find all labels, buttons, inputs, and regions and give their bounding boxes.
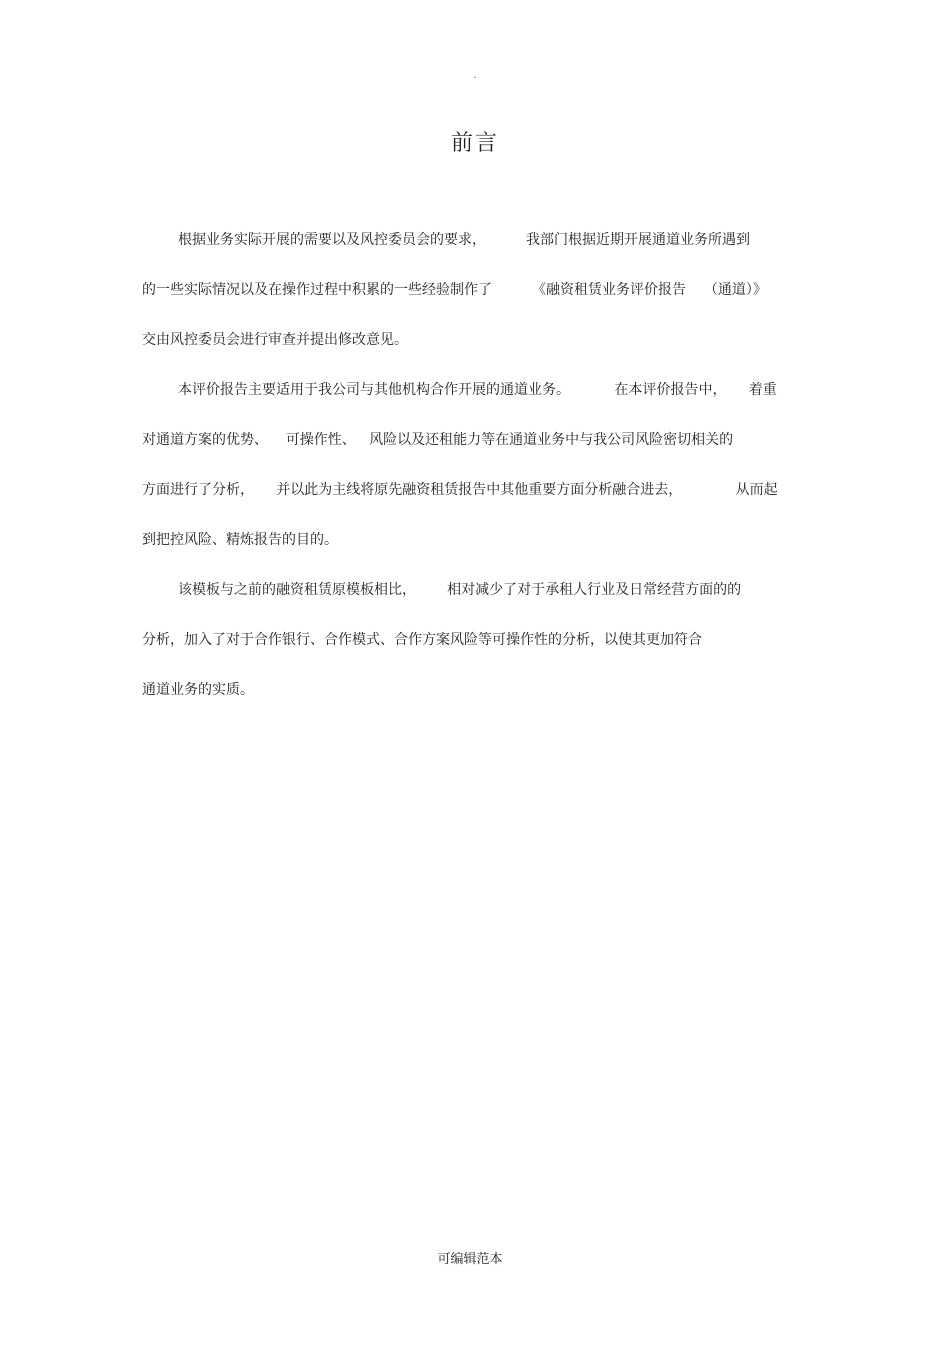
paragraph-3-line-2: 分析，加入了对于合作银行、合作模式、合作方案风险等可操作性的分析，以使其更加符合 — [142, 632, 702, 648]
paragraph-1-line-3: 交由风控委员会进行审查并提出修改意见。 — [142, 332, 408, 348]
paragraph-3-line-3: 通道业务的实质。 — [142, 682, 254, 698]
preface-body — [142, 226, 810, 726]
paragraph-2-line-4: 到把控风险、精炼报告的目的。 — [142, 532, 338, 548]
paragraph-1-line-1: 根据业务实际开展的需要以及风控委员会的要求， 我部门根据近期开展通道业务所遇到 — [178, 232, 751, 248]
paragraph-2-line-1: 本评价报告主要适用于我公司与其他机构合作开展的通道业务。 在本评价报告中， 着重 — [178, 382, 777, 398]
paragraph-2-line-3: 方面进行了分析， 并以此为主线将原先融资租赁报告中其他重要方面分析融合进去， 从而起 — [142, 482, 778, 498]
paragraph-2-line-2: 对通道方案的优势、 可操作性、 风险以及还租能力等在通道业务中与我公司风险密切相关的 — [142, 432, 734, 448]
footer-label: 可编辑范本 — [437, 1252, 503, 1267]
header-dot: . — [473, 70, 477, 81]
page-title: 前言 — [450, 131, 499, 156]
paragraph-1-line-2: 的一些实际情况以及在操作过程中积累的一些经验制作了 《融资租赁业务评价报告 （通道）》 — [142, 282, 767, 298]
paragraph-3-line-1: 该模板与之前的融资租赁原模板相比， 相对减少了对于承租人行业及日常经营方面的的 — [178, 582, 742, 598]
